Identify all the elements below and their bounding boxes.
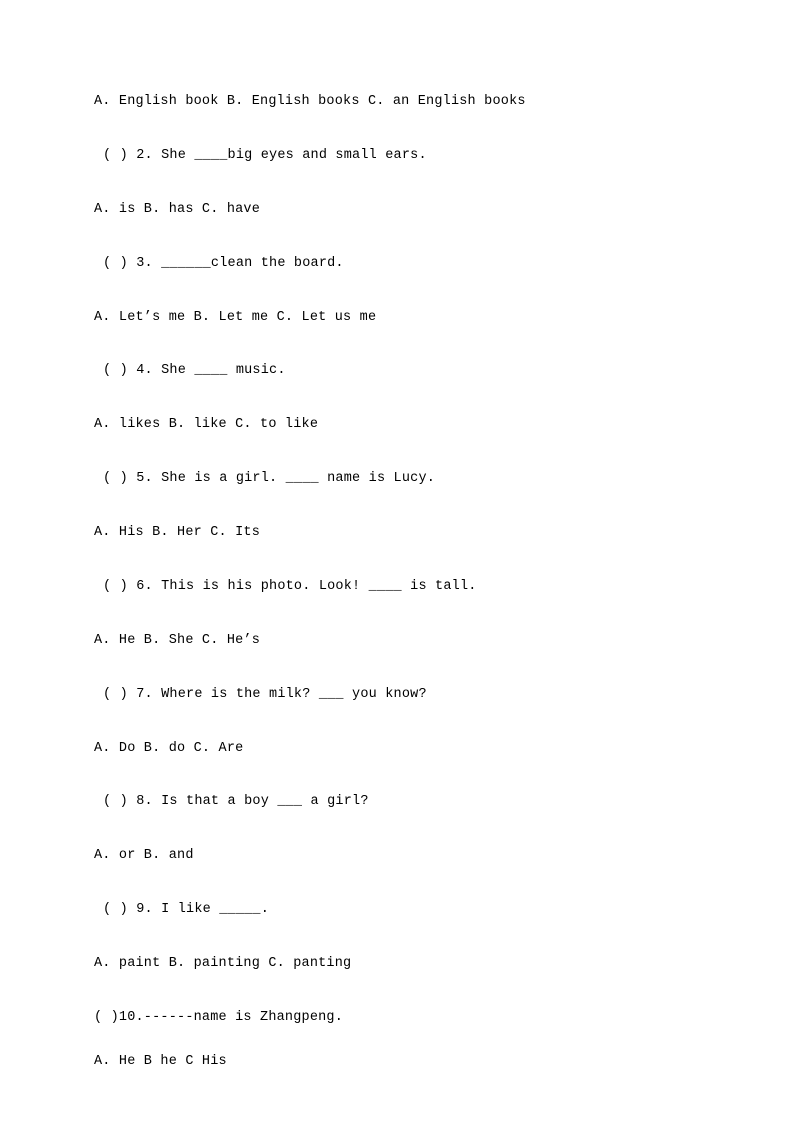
question-line-4: ( ) 4. She ____ music. <box>103 363 286 379</box>
question-line-6: ( ) 6. This is his photo. Look! ____ is tall. <box>103 578 477 594</box>
answer-options-line-1: A. English book B. English books C. an English books <box>94 94 526 109</box>
answer-options-line-2: A. is B. has C. have <box>94 201 261 217</box>
question-line-9: ( ) 9. I like _____. <box>103 902 270 918</box>
document-body <box>94 94 699 1071</box>
question-line-3: ( ) 3. ______clean the board. <box>103 255 344 271</box>
answer-options-line-8: A. or B. and <box>94 848 194 864</box>
answer-options-line-10: A. He B he C His <box>94 1053 227 1069</box>
answer-options-line-5: A. His B. Her C. Its <box>94 525 261 540</box>
answer-options-line-4: A. likes B. like C. to like <box>94 417 319 433</box>
answer-options-line-7: A. Do B. do C. Are <box>94 740 244 756</box>
answer-options-line-3: A. Let’s me B. Let me C. Let us me <box>94 309 377 325</box>
question-line-5: ( ) 5. She is a girl. ____ name is Lucy. <box>103 471 436 487</box>
question-line-10: ( )10.------name is Zhangpeng. <box>94 1009 344 1025</box>
answer-options-line-6: A. He B. She C. He’s <box>94 632 261 648</box>
question-line-7: ( ) 7. Where is the milk? ___ you know? <box>103 686 427 702</box>
question-line-8: ( ) 8. Is that a boy ___ a girl? <box>103 794 369 810</box>
answer-options-line-9: A. paint B. painting C. panting <box>94 956 352 971</box>
question-line-2: ( ) 2. She ____big eyes and small ears. <box>103 147 427 163</box>
